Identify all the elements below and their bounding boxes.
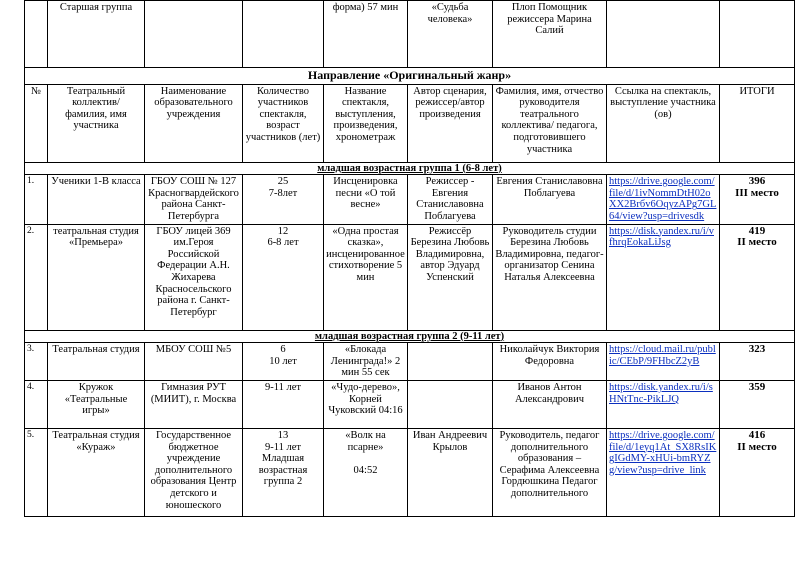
table-row — [25, 380, 795, 428]
row-leaders: Евгения Станиславовна Поблагуева — [493, 175, 607, 224]
row-collective: театральная студия «Премьера» — [48, 224, 145, 330]
cell-title: форма) 57 мин — [324, 1, 408, 68]
header-result: ИТОГИ — [720, 84, 795, 162]
row-count: 25 7-8лет — [243, 175, 324, 224]
cell-leaders: Плоп Помощник режиссера Марина Салий — [493, 1, 607, 68]
row-result — [720, 224, 795, 330]
group-row — [25, 162, 795, 175]
row-institution: ГБОУ СОШ № 127 Красногвардейского района Санкт-Петербурга — [145, 175, 243, 224]
row-link[interactable]: https://disk.yandex.ru/i/vfhrqEokaLiJsg — [609, 225, 714, 249]
row-result — [720, 343, 795, 381]
row-result — [720, 175, 795, 224]
row-title: «Блокада Ленинграда!» 2 мин 55 сек — [324, 343, 408, 381]
row-institution: МБОУ СОШ №5 — [145, 343, 243, 381]
group-row — [25, 330, 795, 343]
continuation-row — [25, 1, 795, 68]
header-row — [25, 84, 795, 162]
row-institution: Государственное бюджетное учреждение дополнительного образования Центр детского и юношеского — [145, 428, 243, 516]
table-row — [25, 343, 795, 381]
row-collective: Кружок «Театральные игры» — [48, 380, 145, 428]
row-count: 6 10 лет — [243, 343, 324, 381]
cell-collective: Старшая группа — [48, 1, 145, 68]
group1-title: младшая возрастная группа 1 (6-8 лет) — [25, 162, 795, 175]
group2-title: младшая возрастная группа 2 (9-11 лет) — [25, 330, 795, 343]
row-link[interactable]: https://drive.google.com/file/d/1eyq1At_SX8RsIKgIGdMY-xHUi-bmRYZg/view?usp=drive_link — [609, 429, 717, 476]
row-num: 5. — [25, 428, 48, 516]
row-author: Режиссер - Евгения Станиславовна Поблагуева — [408, 175, 493, 224]
row-score: 359 — [748, 380, 766, 393]
document-page — [24, 0, 794, 517]
table-row — [25, 175, 795, 224]
header-link: Ссылка на спектакль, выступление участника (ов) — [607, 84, 720, 162]
header-leaders: Фамилия, имя, отчество руководителя театрального коллектива/ педагога, подготовившего участника — [493, 84, 607, 162]
results-table — [24, 0, 795, 517]
row-title: «Одна простая сказка», инсценированное стихотворение 5 мин — [324, 224, 408, 330]
row-leaders: Руководитель студии Березина Любовь Владимировна, педагог-организатор Сенина Наталья Алексеевна — [493, 224, 607, 330]
row-link[interactable]: https://cloud.mail.ru/public/CEbP/9FHbcZ2yB — [609, 344, 716, 367]
row-author — [408, 343, 493, 381]
row-author — [408, 380, 493, 428]
cell-author: «Судьба человека» — [408, 1, 493, 68]
row-link[interactable]: https://disk.yandex.ru/i/sHNtTnc-PikLJQ — [609, 381, 713, 405]
row-num: 2. — [25, 224, 48, 330]
row-num: 3. — [25, 343, 48, 381]
header-num: № — [25, 84, 48, 162]
row-result — [720, 428, 795, 516]
row-title: «Волк на псарне» 04:52 — [324, 428, 408, 516]
row-leaders: Руководитель, педагог дополнительного образования – Серафима Алексеевна Гордюшкина Педагог дополнительного — [493, 428, 607, 516]
row-institution: ГБОУ лицей 369 им.Героя Российской Федерации А.Н. Жихарева Красносельского района г. Санкт-Петербург — [145, 224, 243, 330]
row-count: 13 9-11 лет Младшая возрастная группа 2 — [243, 428, 324, 516]
header-collective: Театральный коллектив/ фамилия, имя участника — [48, 84, 145, 162]
row-author: Режиссёр Березина Любовь Владимировна, автор Эдуард Успенский — [408, 224, 493, 330]
row-num: 1. — [25, 175, 48, 224]
row-count: 12 6-8 лет — [243, 224, 324, 330]
section-row — [25, 68, 795, 85]
row-score: 323 — [748, 343, 766, 356]
header-institution: Наименование образовательного учреждения — [145, 84, 243, 162]
row-collective: Ученики 1-В класса — [48, 175, 145, 224]
header-title: Название спектакля, выступления, произведения, хронометраж — [324, 84, 408, 162]
table-row — [25, 224, 795, 330]
row-score: 396 — [748, 175, 766, 188]
row-author: Иван Андреевич Крылов — [408, 428, 493, 516]
row-leaders: Николайчук Виктория Федоровна — [493, 343, 607, 381]
row-institution: Гимназия РУТ (МИИТ), г. Москва — [145, 380, 243, 428]
row-result — [720, 380, 795, 428]
row-link[interactable]: https://drive.google.com/file/d/1ivNommDtH02oXX2Brбv6OqyzAPg7GL64/view?usp=drivesdk — [609, 176, 717, 222]
row-place: II место — [737, 440, 777, 453]
section-title: Направление «Оригинальный жанр» — [25, 68, 795, 85]
header-author: Автор сценария, режиссер/автор произведения — [408, 84, 493, 162]
header-count: Количество участников спектакля, возраст участников (лет) — [243, 84, 324, 162]
table-row — [25, 428, 795, 516]
row-leaders: Иванов Антон Александрович — [493, 380, 607, 428]
row-collective: Театральная студия — [48, 343, 145, 381]
row-score: 416 — [748, 428, 766, 441]
row-count: 9-11 лет — [243, 380, 324, 428]
row-place: II место — [737, 236, 777, 249]
row-title: «Чудо-дерево», Корней Чуковский 04:16 — [324, 380, 408, 428]
row-num: 4. — [25, 380, 48, 428]
row-collective: Театральная студия «Кураж» — [48, 428, 145, 516]
row-place: III место — [735, 186, 779, 199]
row-title: Инсценировка песни «О той весне» — [324, 175, 408, 224]
row-score: 419 — [748, 224, 766, 237]
